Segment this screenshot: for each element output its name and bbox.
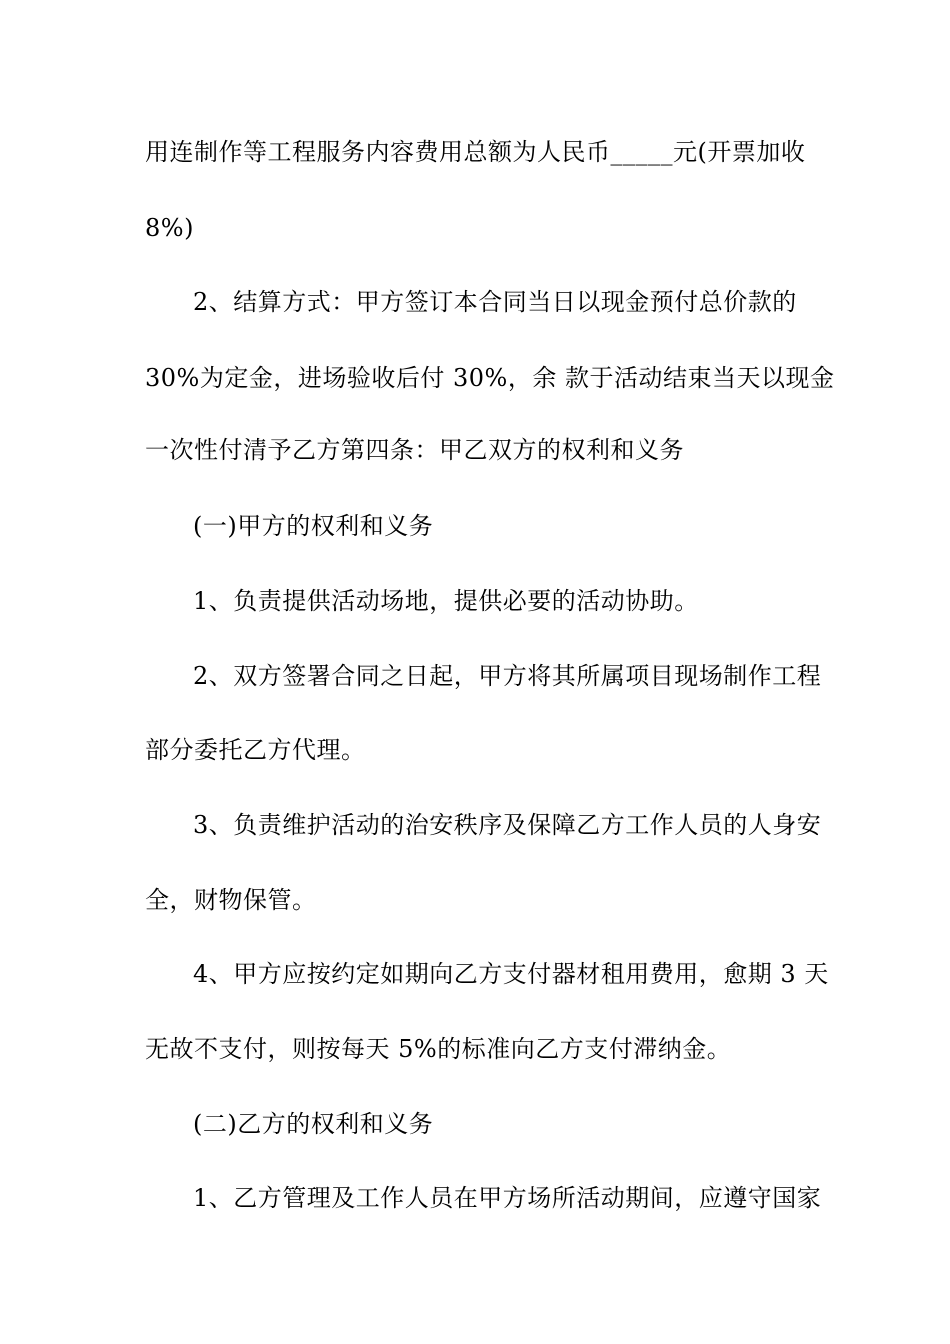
text-line: 1、乙方管理及工作人员在甲方场所活动期间，应遵守国家 [193, 1184, 822, 1212]
section-heading: (一)甲方的权利和义务 [193, 512, 434, 540]
text-line: 一次性付清予乙方第四条：甲乙双方的权利和义务 [145, 436, 684, 464]
text-line: 8%) [145, 214, 194, 242]
text-line: 4、甲方应按约定如期向乙方支付器材租用费用，愈期 3 天 [193, 960, 829, 988]
text-line: 2、双方签署合同之日起，甲方将其所属项目现场制作工程 [193, 662, 822, 690]
text-line: 无故不支付，则按每天 5%的标准向乙方支付滞纳金。 [145, 1035, 732, 1063]
text-line: 部分委托乙方代理。 [145, 736, 366, 764]
text-line: 3、负责维护活动的治安秩序及保障乙方工作人员的人身安 [193, 811, 822, 839]
text-line: 全，财物保管。 [145, 886, 317, 914]
text-line: 2、结算方式：甲方签订本合同当日以现金预付总价款的 [193, 288, 797, 316]
section-heading: (二)乙方的权利和义务 [193, 1110, 434, 1138]
text-line: 用连制作等工程服务内容费用总额为人民币_____元(开票加收 [145, 138, 806, 166]
text-line: 30%为定金，进场验收后付 30%，余 款于活动结束当天以现金 [145, 364, 835, 392]
text-line: 1、负责提供活动场地，提供必要的活动协助。 [193, 587, 699, 615]
